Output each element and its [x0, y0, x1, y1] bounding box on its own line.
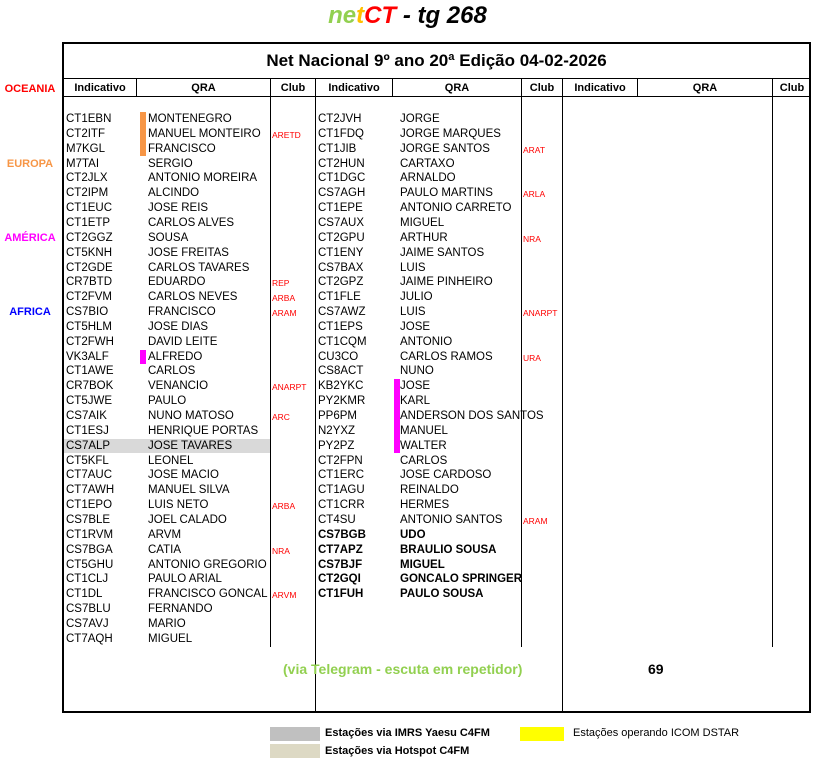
station-club: ARAT: [523, 144, 546, 155]
station-qra: CARLOS: [148, 365, 196, 378]
station-qra: SERGIO: [148, 157, 193, 170]
station-callsign: CT1FDQ: [318, 127, 364, 140]
station-qra: ARTHUR: [400, 231, 448, 244]
station-qra: JOSE: [400, 380, 431, 393]
station-qra: JULIO: [400, 291, 433, 304]
station-club: REP: [272, 278, 290, 289]
station-qra: VENANCIO: [148, 380, 209, 393]
station-callsign: CT5HLM: [66, 320, 113, 333]
station-qra: JOSE FREITAS: [148, 246, 229, 259]
station-count: 69: [648, 661, 664, 677]
station-qra: JORGE: [400, 113, 440, 125]
station-club: ARBA: [272, 501, 296, 512]
legend-label-hotspot: Estações via Hotspot C4FM: [325, 745, 470, 757]
region-america: AMÉRICA: [4, 232, 56, 244]
station-callsign: M7TAI: [66, 157, 100, 170]
station-qra: LUIS NETO: [148, 499, 209, 512]
station-qra: LUIS: [400, 306, 426, 319]
col1-header-call: Indicativo: [74, 82, 126, 94]
station-club: NRA: [272, 545, 290, 556]
station-callsign: CT1CRR: [318, 499, 365, 512]
station-callsign: CT1CLJ: [66, 573, 109, 586]
station-callsign: PY2KMR: [318, 395, 366, 408]
station-qra: HENRIQUE PORTAS: [148, 424, 259, 437]
region-africa: AFRICA: [9, 306, 51, 318]
station-qra: BRAULIO SOUSA: [400, 543, 497, 556]
station-qra: JOEL CALADO: [148, 513, 227, 526]
station-qra: DAVID LEITE: [148, 335, 218, 348]
station-callsign: N2YXZ: [318, 424, 356, 437]
station-qra: JOSE CARDOSO: [400, 469, 492, 482]
station-qra: JOSE DIAS: [148, 320, 209, 333]
logo-tg: - tg 268: [396, 2, 487, 29]
station-callsign: CT7AWH: [66, 484, 115, 497]
station-callsign: CT1CQM: [318, 335, 367, 348]
station-callsign: CS7ALP: [66, 439, 111, 452]
divider-col1-club: [270, 79, 271, 647]
col3-header-qra: QRA: [692, 82, 718, 94]
col3-header-club: Club: [779, 82, 805, 94]
station-club: ANARPT: [272, 382, 307, 393]
station-callsign: CT1ENY: [318, 246, 364, 259]
region-oceania: OCEANIA: [4, 83, 56, 95]
station-qra: JOSE MACIO: [148, 469, 219, 482]
station-callsign: CT2GQI: [318, 573, 361, 586]
station-qra: JAIME SANTOS: [400, 246, 485, 259]
station-callsign: CS8ACT: [318, 365, 364, 378]
station-qra: GONCALO SPRINGER: [400, 573, 523, 586]
col1-header-qra: QRA: [191, 82, 216, 94]
station-callsign: CT1DL: [66, 588, 103, 601]
station-qra: FRANCISCO: [148, 306, 216, 319]
legend-swatch-hotspot: [270, 744, 320, 758]
station-qra: ANTONIO SANTOS: [400, 513, 503, 526]
divider-col3-club: [772, 79, 773, 647]
station-callsign: CT1AWE: [66, 365, 114, 378]
station-club: ARLA: [523, 189, 546, 200]
logo-ct: CT: [364, 2, 397, 29]
station-callsign: PP6PM: [318, 410, 357, 422]
legend-label-dstar: Estações operando ICOM DSTAR: [573, 727, 740, 739]
station-callsign: CR7BOK: [66, 380, 114, 393]
station-qra: ALFREDO: [148, 350, 203, 363]
region-marker-bar: [140, 127, 146, 142]
legend-swatch-dstar: [520, 727, 564, 741]
station-qra: ARVM: [148, 528, 182, 541]
station-qra: FRANCISCO: [148, 142, 216, 155]
station-callsign: CT5KNH: [66, 246, 113, 259]
station-callsign: CT5KFL: [66, 454, 109, 467]
station-qra: NUNO: [400, 365, 434, 378]
legend-swatch-imrs: [270, 727, 320, 741]
station-callsign: CT2IPM: [66, 187, 109, 200]
station-qra: CARLOS NEVES: [148, 291, 238, 304]
station-club: URA: [523, 352, 541, 363]
region-marker-bar: [140, 112, 146, 127]
station-qra: LUIS: [400, 261, 426, 274]
station-qra: MANUEL MONTEIRO: [148, 127, 261, 140]
station-callsign: CS7AUX: [318, 216, 365, 229]
logo-t: t: [356, 2, 365, 29]
station-callsign: CT7APZ: [318, 543, 363, 556]
station-callsign: CR7BTD: [66, 276, 113, 289]
station-qra: JOSE TAVARES: [148, 439, 233, 452]
station-callsign: CT2GPZ: [318, 276, 364, 289]
station-qra: JORGE SANTOS: [400, 142, 490, 155]
legend-label-imrs: Estações via IMRS Yaesu C4FM: [325, 727, 490, 739]
station-qra: MIGUEL: [400, 558, 445, 571]
station-qra: NUNO MATOSO: [148, 410, 234, 422]
station-qra: CATIA: [148, 543, 182, 556]
col3-header-call: Indicativo: [574, 82, 626, 94]
netct-logo: [0, 2, 815, 30]
station-callsign: CT1EUC: [66, 202, 113, 215]
station-qra: MANUEL: [400, 424, 448, 437]
station-club: ARAM: [272, 308, 297, 319]
station-qra: ALCINDO: [148, 187, 200, 200]
station-callsign: CS7BJF: [318, 558, 363, 571]
station-qra: ANTONIO: [400, 335, 453, 348]
col2-header-club: Club: [529, 82, 555, 94]
station-callsign: CT2FVM: [66, 291, 112, 304]
station-callsign: CT1EBN: [66, 113, 112, 125]
station-callsign: CT1RVM: [66, 528, 114, 541]
station-qra: CARTAXO: [400, 157, 455, 170]
col1-header-club: Club: [280, 82, 306, 94]
station-qra: CARLOS ALVES: [148, 216, 235, 229]
station-qra: FERNANDO: [148, 603, 213, 616]
station-callsign: CT1FLE: [318, 291, 361, 304]
station-callsign: VK3ALF: [66, 350, 109, 363]
station-qra: EDUARDO: [148, 276, 206, 289]
station-callsign: CT2GGZ: [66, 231, 113, 244]
station-callsign: CT1ETP: [66, 216, 111, 229]
station-callsign: CT2JVH: [318, 113, 362, 125]
page-title: Net Nacional 9º ano 20ª Edição 04-02-2026: [266, 51, 607, 70]
station-qra: HERMES: [400, 499, 450, 512]
station-callsign: CS7AVJ: [66, 617, 109, 630]
station-callsign: CS7BGA: [66, 543, 113, 556]
station-callsign: CT1JIB: [318, 142, 357, 155]
station-qra: PAULO MARTINS: [400, 187, 493, 200]
station-qra: CARLOS RAMOS: [400, 350, 493, 363]
station-qra: MONTENEGRO: [148, 113, 232, 125]
station-callsign: CT2FWH: [66, 335, 114, 348]
station-callsign: CT2GDE: [66, 261, 113, 274]
station-callsign: CT2JLX: [66, 172, 108, 185]
station-callsign: CS7AWZ: [318, 306, 366, 319]
station-qra: PAULO SOUSA: [400, 588, 484, 601]
station-qra: MIGUEL: [400, 216, 445, 229]
station-qra: ANDERSON DOS SANTOS: [400, 410, 544, 422]
station-club: NRA: [523, 233, 541, 244]
station-qra: CARLOS: [400, 454, 448, 467]
station-callsign: CT5JWE: [66, 395, 112, 408]
region-europa: EUROPA: [6, 158, 54, 170]
station-qra: MANUEL SILVA: [148, 484, 230, 497]
station-callsign: CS7BGB: [318, 528, 366, 541]
station-callsign: CT1ESJ: [66, 424, 109, 437]
station-callsign: CT1EPO: [66, 499, 113, 512]
station-qra: REINALDO: [400, 484, 459, 497]
station-qra: MIGUEL: [148, 632, 193, 645]
station-callsign: CT1DGC: [318, 172, 366, 185]
station-qra: ANTONIO MOREIRA: [148, 172, 258, 185]
station-callsign: CT1ERC: [318, 469, 365, 482]
station-callsign: CT7AQH: [66, 632, 113, 645]
station-callsign: CS7BLE: [66, 513, 111, 526]
station-callsign: CS7BLU: [66, 603, 111, 616]
station-club: ARC: [272, 412, 290, 422]
station-callsign: CT7AUC: [66, 469, 113, 482]
station-qra: MARIO: [148, 617, 186, 630]
station-callsign: CT1EPE: [318, 202, 363, 215]
station-qra: JORGE MARQUES: [400, 127, 501, 140]
station-callsign: CT2GPU: [318, 231, 365, 244]
station-club: ANARPT: [523, 308, 558, 319]
station-callsign: CT2HUN: [318, 157, 365, 170]
station-callsign: CT4SU: [318, 513, 356, 526]
station-qra: PAULO: [148, 395, 187, 408]
header-divider-top: [62, 78, 811, 79]
col2-header-call: Indicativo: [328, 82, 380, 94]
station-club: ARETD: [272, 129, 301, 140]
station-callsign: CT5GHU: [66, 558, 114, 571]
station-callsign: CS7AIK: [66, 410, 107, 422]
station-callsign: CS7BIO: [66, 306, 109, 319]
station-qra: WALTER: [400, 439, 447, 452]
region-marker-bar: [140, 350, 146, 365]
station-qra: JAIME PINHEIRO: [400, 276, 493, 289]
station-callsign: CT2FPN: [318, 454, 363, 467]
station-qra: JOSE: [400, 320, 431, 333]
divider-col2-club: [521, 79, 522, 647]
header-divider-bottom: [62, 96, 811, 97]
station-qra: KARL: [400, 395, 431, 408]
region-marker-bar: [140, 142, 146, 157]
station-qra: UDO: [400, 528, 426, 541]
station-qra: ANTONIO GREGORIO: [148, 558, 267, 571]
station-club: ARVM: [272, 590, 297, 601]
station-qra: SOUSA: [148, 231, 189, 244]
station-qra: FRANCISCO GONCAL: [148, 588, 268, 601]
station-qra: LEONEL: [148, 454, 194, 467]
station-qra: ANTONIO CARRETO: [400, 202, 512, 215]
station-callsign: CT2ITF: [66, 127, 105, 140]
station-callsign: CU3CO: [318, 350, 359, 363]
col2-header-qra: QRA: [444, 82, 470, 94]
station-callsign: PY2PZ: [318, 439, 355, 452]
station-callsign: CS7BAX: [318, 261, 364, 274]
station-callsign: CT1FUH: [318, 588, 364, 601]
logo-ne: ne: [328, 2, 357, 29]
station-callsign: KB2YKC: [318, 380, 364, 393]
station-qra: ARNALDO: [400, 172, 456, 185]
divider-col1-end: [315, 79, 316, 713]
station-club: ARAM: [523, 515, 548, 526]
telegram-note: (via Telegram - escuta em repetidor): [283, 661, 523, 677]
station-callsign: CT1EPS: [318, 320, 363, 333]
station-qra: CARLOS TAVARES: [148, 261, 250, 274]
station-callsign: M7KGL: [66, 142, 105, 155]
station-qra: JOSE REIS: [148, 202, 209, 215]
station-callsign: CS7AGH: [318, 187, 366, 200]
station-callsign: CT1AGU: [318, 484, 365, 497]
station-club: ARBA: [272, 293, 296, 304]
station-qra: PAULO ARIAL: [148, 573, 222, 586]
divider-col2-end: [562, 79, 563, 713]
